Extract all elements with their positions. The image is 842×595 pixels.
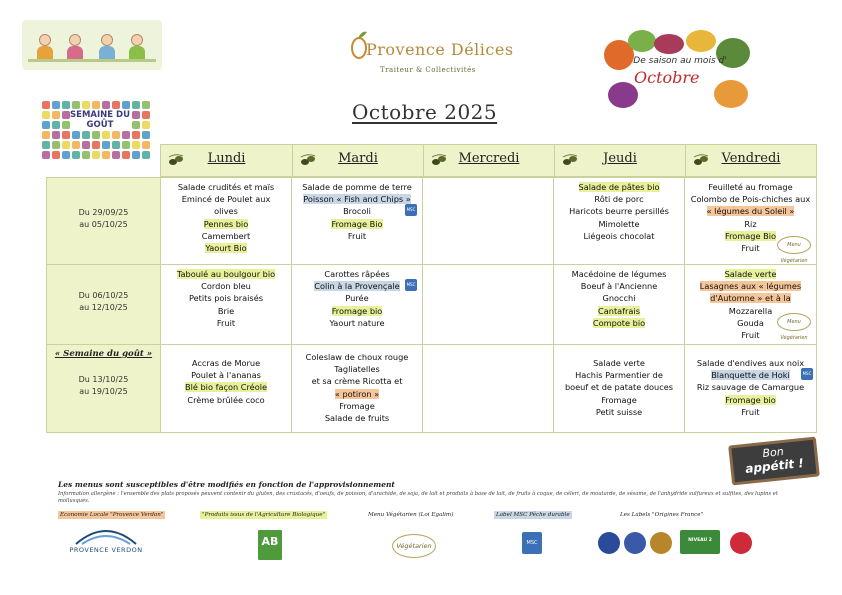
page-title: Octobre 2025 [352,100,498,124]
menu-item: Crème brûlée coco [187,394,265,405]
legend-veg: Menu Végétarien (Loi Egalim) [368,512,454,518]
menu-item: Salade crudités et maïs [177,182,275,192]
mosaic-tile [122,131,130,139]
menu-item: olives [214,206,238,217]
menu-item: Tagliatelles [334,364,380,375]
menu-item: Fromage [601,394,637,405]
menu-item: Hachis Parmentier de [575,370,663,381]
menu-item: Salade verte [593,358,645,368]
menu-cell-mardi [292,178,423,264]
msc-icon: MSC [405,279,417,291]
legend-bio: "Produits issus de l'Agriculture Biologique" [202,512,326,518]
mosaic-tile [62,131,70,139]
day-label: Vendredi [721,151,781,166]
mosaic-tile [42,151,50,159]
day-header-row [160,144,817,177]
menu-cell-lundi [161,345,292,432]
ab-logo: AB [258,530,282,560]
day-label: Jeudi [603,151,637,166]
menu-item: Cordon bleu [201,281,251,292]
vegetarian-badge-icon: Menu Végétarien [777,236,811,254]
menu-cell-lundi [161,178,292,264]
mosaic-tile [52,131,60,139]
date-cell [47,345,161,432]
mosaic-tile [52,121,60,129]
menu-item: Feuilleté au fromage [708,182,793,192]
menu-item: Blé bio façon Créole [184,382,268,393]
mosaic-tile [102,141,110,149]
mosaic-tile [42,121,50,129]
menu-item: Petit suisse [595,406,643,417]
apple-icon [348,28,368,64]
menu-item: Fromage bio [331,305,383,316]
week-row-3 [46,345,817,433]
menu-item: Blanquette de Hoki [711,370,790,381]
mosaic-tile [112,141,120,149]
menu-item: Salade de fruits [324,413,390,424]
menu-item: Fruit [216,317,236,328]
mosaic-tile [72,101,80,109]
menu-item: Carottes râpées [324,269,390,279]
menu-item: Yaourt Bio [205,243,247,254]
menu-item: Liégeois chocolat [583,230,655,241]
day-label: Lundi [207,151,246,166]
label-badge-icon [624,532,646,554]
msc-logo: MSC [522,532,542,554]
label-badge-icon [598,532,620,554]
legend-origine: Les Labels "Origines France" [620,512,704,518]
mountain-icon [66,524,146,546]
mosaic-tile [42,131,50,139]
menu-item: Salade de pomme de terre [302,182,412,192]
mosaic-tile [52,101,60,109]
mosaic-tile [102,131,110,139]
menu-cell-jeudi [554,265,685,344]
week-row-2 [46,265,817,345]
season-month: Octobre [634,68,700,87]
mosaic-tile [122,151,130,159]
niveau-badge: NIVEAU 2 [680,530,720,554]
mosaic-tile [92,131,100,139]
menu-cell-mercredi [423,345,554,432]
legend-local: Economie Locale "Provence Verdon" [60,512,164,518]
mosaic-tile [142,121,150,129]
menu-item: Salade d'endives aux noix [696,358,805,368]
menu-cell-mercredi [423,265,554,344]
menu-item: Macédoine de légumes [571,269,667,279]
menu-item: Fruit [741,330,760,341]
menu-item: Riz [744,218,757,229]
mosaic-tile [82,131,90,139]
msc-icon: MSC [405,204,417,216]
label-badge-icon [730,532,752,554]
menu-item: Taboulé au boulgour bio [176,269,276,279]
mosaic-tile [142,131,150,139]
special-week-label: « Semaine du goût » [54,349,153,359]
semaine-logo-text: SEMAINE DU GOÛT [70,110,130,130]
day-header-vendredi [685,145,816,176]
menu-item: boeuf et de patate douces [564,382,674,393]
date-from: Du 13/10/25 [78,375,129,384]
mosaic-tile [72,141,80,149]
mosaic-tile [62,151,70,159]
menu-item: d'Automne » et à la [710,293,791,304]
menu-item: Haricots beurre persillés [569,206,669,217]
mosaic-tile [132,131,140,139]
season-banner [604,30,754,110]
mosaic-tile [42,101,50,109]
mosaic-tile [102,151,110,159]
company-tagline: Traiteur & Collectivités [380,66,476,74]
menu-item: Fruit [741,243,760,254]
menu-item: Salade verte [724,269,777,279]
day-header-jeudi [554,145,685,176]
mosaic-tile [92,141,100,149]
menu-item: Brocoli [343,206,371,217]
menu-item: Cantafrais [598,305,640,316]
menu-item: Fruit [347,230,367,241]
menu-item: Compote bio [592,317,646,328]
mosaic-tile [52,151,60,159]
date-to: au 05/10/25 [79,220,128,229]
menu-cell-jeudi [554,345,685,432]
mosaic-tile [112,131,120,139]
season-caption: De saison au mois d' [633,56,727,66]
child-figure [98,34,116,60]
menu-item: Fruit [741,406,760,417]
menu-item: Gnocchi [602,293,636,304]
menu-cell-vendredi [685,265,816,344]
date-cell [47,178,161,264]
date-from: Du 29/09/25 [78,208,129,217]
day-header-lundi [161,145,292,176]
menu-item: Camembert [201,230,251,241]
menu-item: Rôti de porc [594,194,644,205]
mosaic-tile [132,121,140,129]
msc-icon: MSC [801,368,813,380]
legend-msc: Label MSC Pêche durable [496,512,570,518]
mosaic-tile [132,101,140,109]
menu-item: Mozzarella [728,305,773,316]
menu-cell-jeudi [554,178,685,264]
date-cell [47,265,161,344]
kids-illustration [22,20,162,70]
mosaic-tile [92,101,100,109]
menu-item: Salade de pâtes bio [578,182,660,192]
menu-item: Colin à la Provençale [314,281,400,292]
mosaic-tile [92,151,100,159]
menu-item: Colombo de Pois-chiches aux [690,194,811,205]
menu-item: Riz sauvage de Camargue [696,382,805,393]
menu-item: et sa crème Ricotta et [311,376,403,387]
menu-item: Fromage bio [725,394,776,405]
menu-item: Purée [345,293,369,304]
mosaic-tile [132,151,140,159]
mosaic-tile [132,141,140,149]
child-figure [36,34,54,60]
mosaic-tile [52,111,60,119]
menu-change-notice: Les menus sont susceptibles d'être modifiés en fonction de l'approvisionnement [58,480,395,489]
mosaic-tile [62,101,70,109]
menu-cell-mercredi [423,178,554,264]
menu-item: Coleslaw de choux rouge [305,352,409,362]
allergen-info: Information allergène : l'ensemble des plats proposés peuvent contenir du gluten, des crustacés, d'oeufs, de poisson, d'arachide, de soja, de lait et produits à base de lait, de fruits à coque, de céleri, de moutarde, de sésame, de l'anhydride sulfureux et sulfites, des lupins et mollusques. [58,491,778,504]
menu-item: Brie [217,305,235,316]
label-badge-icon [650,532,672,554]
bon-appetit-board [728,437,820,486]
menu-item: Fromage Bio [331,218,383,229]
menu-item: Gouda [737,317,764,328]
vegetarian-logo: Végétarien [392,534,436,558]
menu-cell-mardi [292,345,423,432]
mosaic-tile [72,131,80,139]
company-name: Provence Délices [366,40,514,59]
mosaic-tile [142,141,150,149]
mosaic-tile [122,141,130,149]
menu-item: Yaourt nature [329,317,385,328]
child-figure [128,34,146,60]
mosaic-tile [122,101,130,109]
menu-cell-vendredi [685,345,816,432]
mosaic-tile [142,151,150,159]
mosaic-tile [112,151,120,159]
day-header-mardi [292,145,423,176]
child-figure [66,34,84,60]
menu-item: Emincé de Poulet aux [181,194,271,205]
semaine-du-gout-logo [40,100,156,162]
menu-item: Fromage [339,400,375,411]
mosaic-tile [82,101,90,109]
mosaic-tile [62,121,70,129]
mosaic-tile [102,101,110,109]
menu-item: Pennes bio [203,218,249,229]
mosaic-tile [142,101,150,109]
menu-item: Lasagnes aux « légumes [699,281,802,292]
menu-item: Poisson « Fish and Chips » [303,194,411,205]
menu-item: Fromage Bio [724,230,777,241]
week-row-1 [46,177,817,265]
menu-item: Mimolette [598,218,640,229]
company-logo [340,18,514,82]
menu-item: Poulet à l'ananas [191,370,261,381]
mosaic-tile [52,141,60,149]
mosaic-tile [42,141,50,149]
menu-cell-vendredi [685,178,816,264]
menu-cell-mardi [292,265,423,344]
bon-appetit-line2: appétit ! [744,455,805,476]
provence-verdon-text: PROVENCE VERDON [69,546,143,554]
menu-item: Accras de Morue [191,358,261,368]
day-header-mercredi [423,145,554,176]
provence-verdon-logo [66,524,146,564]
day-label: Mardi [338,151,378,166]
date-from: Du 06/10/25 [78,291,129,300]
mosaic-tile [72,151,80,159]
mosaic-tile [62,111,70,119]
menu-item: « potiron » [334,388,380,399]
mosaic-tile [132,111,140,119]
menu-item: Petits pois braisés [188,293,264,304]
mosaic-tile [62,141,70,149]
mosaic-tile [112,101,120,109]
vegetarian-badge-icon: Menu Végétarien [777,313,811,331]
table-decoration [28,59,156,62]
mosaic-tile [142,111,150,119]
date-to: au 12/10/25 [79,303,128,312]
menu-cell-lundi [161,265,292,344]
mosaic-tile [42,111,50,119]
bon-appetit-line1: Bon [761,444,785,461]
date-to: au 19/10/25 [79,387,128,396]
menu-item: Boeuf à l'Ancienne [580,281,658,292]
day-label: Mercredi [458,151,520,166]
menu-item: « légumes du Soleil » [706,206,795,217]
mosaic-tile [82,141,90,149]
mosaic-tile [82,151,90,159]
